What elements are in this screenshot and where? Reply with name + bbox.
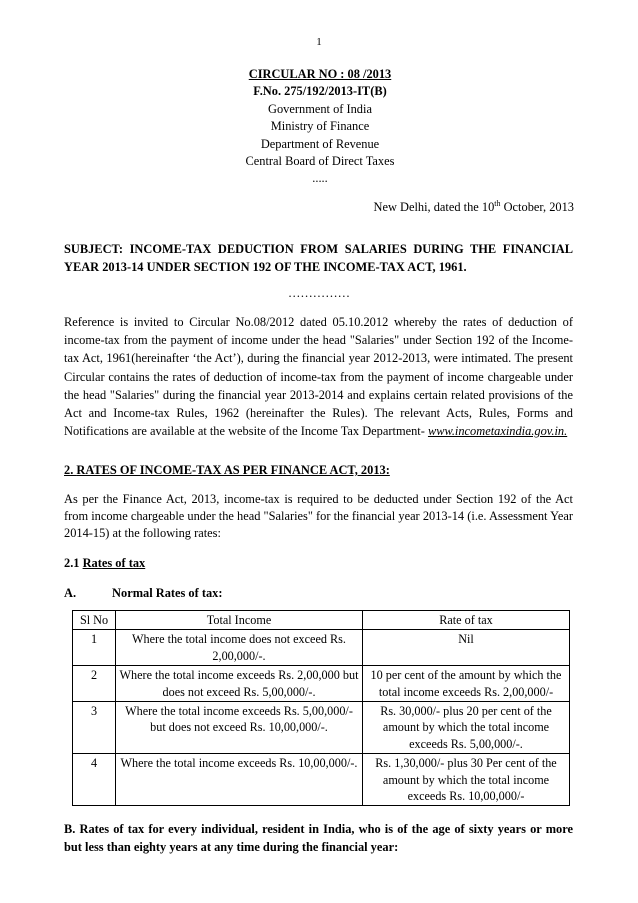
page-number: 1 <box>316 36 322 48</box>
table-cell: Where the total income exceeds Rs. 10,00,000/-. <box>116 754 363 806</box>
circular-number: CIRCULAR NO : 08 /2013 <box>248 67 392 81</box>
reference-paragraph <box>64 313 573 440</box>
table-header-row <box>73 611 570 630</box>
reference-text: Reference is invited to Circular No.08/2012 dated 05.10.2012 whereby the rates of deduction of income-tax from the payment of income under the head "Salaries" under Section 192 of the Income-tax Act, 1961(hereinafter ‘the Act’), during the financial year 2012-2013, were intimated. The present Circular contains the rates of deduction of income-tax from the payment of income chargeable under the head "Salaries" during the financial year 2013-2014 and explains certain related provisions of the Act and Income-tax Rules, 1962 (hereinafter the Rules). The relevant Acts, Rules, Forms and Notifications are available at the website of the Income Tax Department- <box>64 315 573 439</box>
section-2-1-number: 2.1 <box>64 556 83 570</box>
website-link[interactable]: www.incometaxindia.gov.in. <box>427 424 568 439</box>
subject-line: SUBJECT: INCOME-TAX DEDUCTION FROM SALARIES DURING THE FINANCIAL YEAR 2013-14 UNDER SECTION 192 OF THE INCOME-TAX ACT, 1961. <box>64 242 573 274</box>
table-cell: 3 <box>73 702 116 754</box>
section-a-label: A. <box>64 586 77 600</box>
table-row <box>73 754 570 806</box>
date-rest: October, 2013 <box>500 200 574 214</box>
date-ordinal: th <box>494 198 501 208</box>
date-prefix: New Delhi, dated the 10 <box>373 200 495 214</box>
section-a-title: Normal Rates of tax: <box>112 586 223 600</box>
table-cell: Where the total income does not exceed Rs. 2,00,000/-. <box>116 630 363 666</box>
table-cell: Where the total income exceeds Rs. 5,00,000/- but does not exceed Rs. 10,00,000/-. <box>116 702 363 754</box>
board-line: Central Board of Direct Taxes <box>245 154 395 169</box>
section-2-paragraph: As per the Finance Act, 2013, income-tax is required to be deducted under Section 192 of the Act from income chargeable under the head "Salaries" for the financial year 2013-14 (i.e. Assessment Year 2014-15) at the following rates: <box>64 492 573 540</box>
section-b-paragraph: B. Rates of tax for every individual, resident in India, who is of the age of sixty years or more but less than eighty years at any time during the financial year: <box>64 822 573 854</box>
table-header-cell: Rate of tax <box>363 611 570 630</box>
table-cell: 1 <box>73 630 116 666</box>
section-2-1-heading <box>64 554 145 572</box>
section-2-1-title: Rates of tax <box>82 556 146 570</box>
table-cell: 4 <box>73 754 116 806</box>
table-header-cell: Sl No <box>73 611 116 630</box>
circular-date <box>374 198 575 216</box>
circular-header <box>180 66 460 188</box>
ministry-line: Ministry of Finance <box>270 119 370 134</box>
section-2-number: 2. <box>64 463 77 477</box>
table-cell: 2 <box>73 666 116 702</box>
table-row <box>73 630 570 666</box>
table-cell: Nil <box>363 630 570 666</box>
tax-rates-table <box>72 610 570 806</box>
table-cell: Where the total income exceeds Rs. 2,00,000 but does not exceed Rs. 5,00,000/-. <box>116 666 363 702</box>
header-dots: ..... <box>312 171 328 186</box>
government-line: Government of India <box>268 101 372 116</box>
section-2-title: RATES OF INCOME-TAX AS PER FINANCE ACT, 2013: <box>76 463 390 477</box>
section-2-heading <box>64 461 390 479</box>
section-a-heading <box>64 584 223 602</box>
table-row <box>73 702 570 754</box>
table-cell: Rs. 30,000/- plus 20 per cent of the amount by which the total income exceeds Rs. 5,00,000/-. <box>363 702 570 754</box>
file-number: F.No. 275/192/2013-IT(B) <box>253 84 387 99</box>
department-line: Department of Revenue <box>260 136 380 151</box>
table-cell: 10 per cent of the amount by which the total income exceeds Rs. 2,00,000/- <box>363 666 570 702</box>
table-cell: Rs. 1,30,000/- plus 30 Per cent of the amount by which the total income exceeds Rs. 10,00,000/- <box>363 754 570 806</box>
table-row <box>73 666 570 702</box>
separator-dots: …………… <box>288 286 350 300</box>
table-header-cell: Total Income <box>116 611 363 630</box>
